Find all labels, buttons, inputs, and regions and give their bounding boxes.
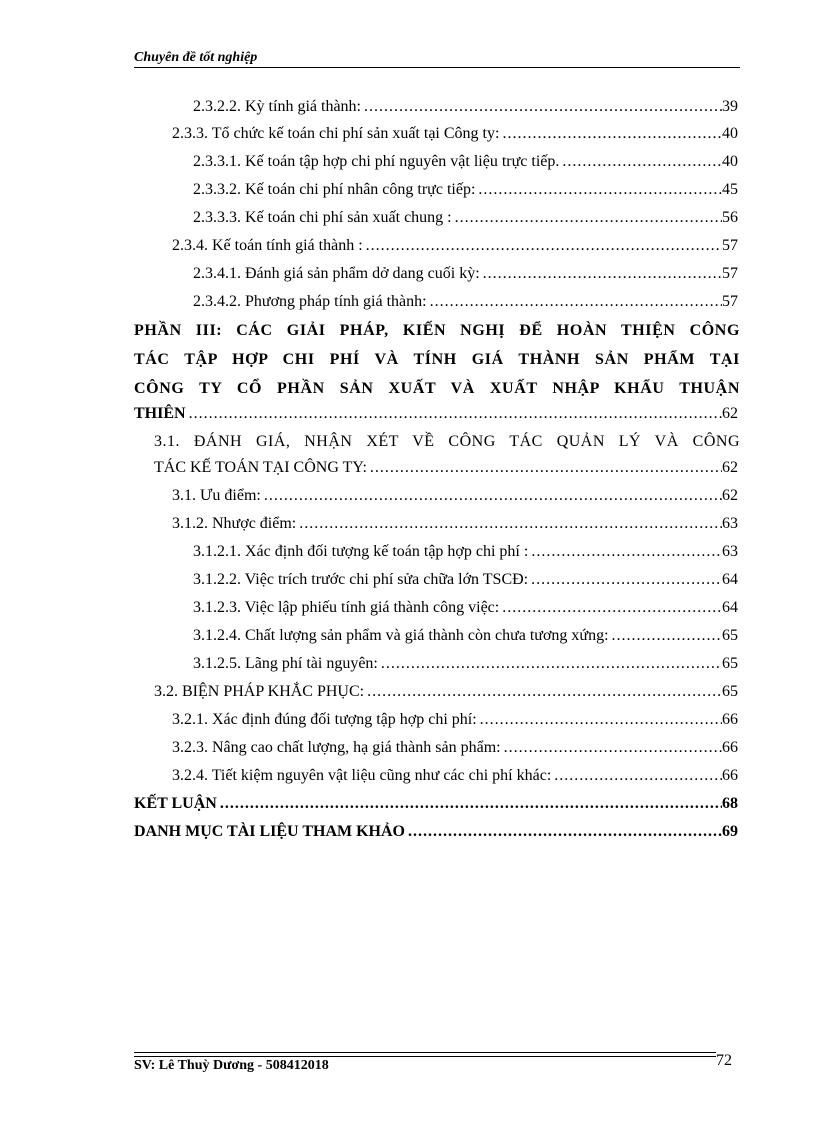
toc-entry-label: 2.3.4.2. Phương pháp tính giá thành:	[193, 293, 427, 310]
toc-entry[interactable]	[193, 595, 738, 621]
toc-leader-dots	[480, 707, 722, 733]
toc-entry-label: 3.1.2. Nhược điểm:	[172, 515, 297, 532]
section-title-line: 3.1. ĐÁNH GIÁ, NHẬN XÉT VỀ CÔNG TÁC QUẢN LÝ VÀ CÔNG	[154, 433, 740, 450]
toc-entry-page: 56	[722, 209, 738, 226]
toc-entry[interactable]	[193, 177, 738, 203]
toc-entry-label: KẾT LUẬN	[134, 795, 217, 812]
toc-leader-dots	[455, 205, 722, 231]
toc-leader-dots	[189, 401, 722, 427]
toc-entry[interactable]	[134, 401, 738, 427]
toc-leader-dots	[554, 763, 722, 789]
toc-entry-label: TÁC KẾ TOÁN TẠI CÔNG TY:	[154, 459, 367, 476]
toc-entry-label: 2.3.3.3. Kế toán chi phí sản xuất chung :	[193, 209, 452, 226]
toc-leader-dots	[408, 819, 722, 845]
toc-leader-dots	[531, 539, 722, 565]
toc-entry-page: 65	[722, 655, 738, 672]
toc-entry-label: DANH MỤC TÀI LIỆU THAM KHẢO	[134, 823, 405, 840]
toc-entry[interactable]	[193, 149, 738, 175]
toc-leader-dots	[367, 679, 722, 705]
footer-rule	[134, 1056, 716, 1057]
toc-entry-page: 66	[722, 767, 738, 784]
toc-entry-page: 66	[722, 739, 738, 756]
part-title-line: CÔNG TY CỔ PHẦN SẢN XUẤT VÀ XUẤT NHẬP KHẨU THUẬN	[134, 380, 740, 397]
toc-part-title[interactable]	[134, 316, 740, 403]
toc-entry-page: 66	[722, 711, 738, 728]
toc-section-title[interactable]	[154, 429, 740, 455]
toc-leader-dots	[220, 791, 722, 817]
toc-entry-page: 45	[722, 181, 738, 198]
toc-entry[interactable]	[193, 261, 738, 287]
toc-entry-page: 62	[722, 459, 738, 476]
toc-entry-page: 57	[722, 265, 738, 282]
toc-leader-dots	[478, 177, 722, 203]
toc-entry[interactable]	[193, 289, 738, 315]
toc-entry-label: 2.3.3. Tổ chức kế toán chi phí sản xuất tại Công ty:	[172, 125, 500, 142]
toc-entry[interactable]	[193, 94, 738, 120]
toc-entry[interactable]	[172, 511, 738, 537]
toc-entry[interactable]	[193, 623, 738, 649]
toc-entry[interactable]	[172, 233, 738, 259]
running-header	[134, 50, 740, 68]
toc-entry-page: 39	[722, 98, 738, 115]
toc-entry[interactable]	[154, 455, 738, 481]
toc-entry[interactable]	[172, 121, 738, 147]
toc-entry-label: 3.1. Ưu điểm:	[172, 487, 261, 504]
toc-entry-page: 40	[722, 125, 738, 142]
toc-leader-dots	[502, 595, 722, 621]
toc-leader-dots	[299, 511, 722, 537]
toc-entry-label: 2.3.4.1. Đánh giá sản phẩm dở dang cuối kỳ:	[193, 265, 480, 282]
toc-entry-label: 3.1.2.3. Việc lập phiếu tính giá thành công việc:	[193, 599, 500, 616]
toc-entry-page: 63	[722, 515, 738, 532]
toc-entry-page: 63	[722, 543, 738, 560]
toc-entry-references[interactable]	[134, 819, 738, 845]
toc-entry-page: 62	[722, 405, 738, 422]
toc-entry-conclusion[interactable]	[134, 791, 738, 817]
toc-leader-dots	[502, 121, 722, 147]
toc-entry[interactable]	[193, 539, 738, 565]
toc-entry[interactable]	[172, 483, 738, 509]
toc-entry-label: 3.1.2.1. Xác định đối tượng kế toán tập hợp chi phí :	[193, 543, 529, 560]
footer-rule	[134, 1052, 716, 1053]
toc-entry-label: 3.2.3. Nâng cao chất lượng, hạ giá thành sản phẩm:	[172, 739, 501, 756]
toc-entry-page: 62	[722, 487, 738, 504]
toc-entry-page: 64	[722, 571, 738, 588]
toc-entry-label: 3.1.2.2. Việc trích trước chi phí sửa chữa lớn TSCĐ:	[193, 571, 529, 588]
page-number: 72	[716, 1052, 732, 1069]
toc-entry-page: 68	[722, 795, 738, 812]
toc-entry[interactable]	[154, 679, 738, 705]
toc-entry-label: THIÊN	[134, 405, 186, 422]
toc-entry[interactable]	[172, 735, 738, 761]
toc-leader-dots	[531, 567, 722, 593]
toc-leader-dots	[370, 455, 722, 481]
toc-entry-page: 65	[722, 627, 738, 644]
toc-leader-dots	[483, 261, 722, 287]
toc-entry-page: 65	[722, 683, 738, 700]
toc-leader-dots	[612, 623, 722, 649]
toc-entry-label: 3.2.1. Xác định đúng đối tượng tập hợp chi phí:	[172, 711, 477, 728]
toc-entry[interactable]	[193, 205, 738, 231]
part-title-line: PHẦN III: CÁC GIẢI PHÁP, KIẾN NGHỊ ĐỂ HOÀN THIỆN CÔNG	[134, 322, 740, 339]
toc-leader-dots	[504, 735, 722, 761]
toc-entry-label: 3.2.4. Tiết kiệm nguyên vật liệu cũng như các chi phí khác:	[172, 767, 552, 784]
part-title-line: TÁC TẬP HỢP CHI PHÍ VÀ TÍNH GIÁ THÀNH SẢN PHẨM TẠI	[134, 351, 740, 368]
toc-entry-label: 3.1.2.5. Lãng phí tài nguyên:	[193, 655, 378, 672]
toc-entry-label: 2.3.2.2. Kỳ tính giá thành:	[193, 98, 361, 115]
toc-leader-dots	[430, 289, 722, 315]
toc-entry-label: 2.3.3.2. Kế toán chi phí nhân công trực tiếp:	[193, 181, 476, 198]
toc-leader-dots	[562, 149, 722, 175]
header-title: Chuyên đề tốt nghiệp	[134, 50, 258, 65]
toc-entry-page: 64	[722, 599, 738, 616]
toc-entry-label: 3.1.2.4. Chất lượng sản phẩm và giá thành còn chưa tương xứng:	[193, 627, 609, 644]
toc-entry-page: 57	[722, 293, 738, 310]
toc-entry[interactable]	[172, 707, 738, 733]
toc-entry-label: 2.3.3.1. Kế toán tập hợp chi phí nguyên vật liệu trực tiếp.	[193, 153, 560, 170]
toc-entry-label: 2.3.4. Kế toán tính giá thành :	[172, 237, 363, 254]
footer-student: SV: Lê Thuỳ Dương - 508412018	[134, 1058, 329, 1073]
toc-entry-page: 40	[722, 153, 738, 170]
toc-entry-page: 57	[722, 237, 738, 254]
toc-entry-label: 3.2. BIỆN PHÁP KHẮC PHỤC:	[154, 683, 365, 700]
toc-leader-dots	[364, 94, 722, 120]
toc-entry-page: 69	[722, 823, 738, 840]
toc-leader-dots	[264, 483, 722, 509]
toc-entry[interactable]	[172, 763, 738, 789]
toc-entry[interactable]	[193, 651, 738, 677]
toc-leader-dots	[366, 233, 722, 259]
toc-leader-dots	[381, 651, 722, 677]
toc-entry[interactable]	[193, 567, 738, 593]
